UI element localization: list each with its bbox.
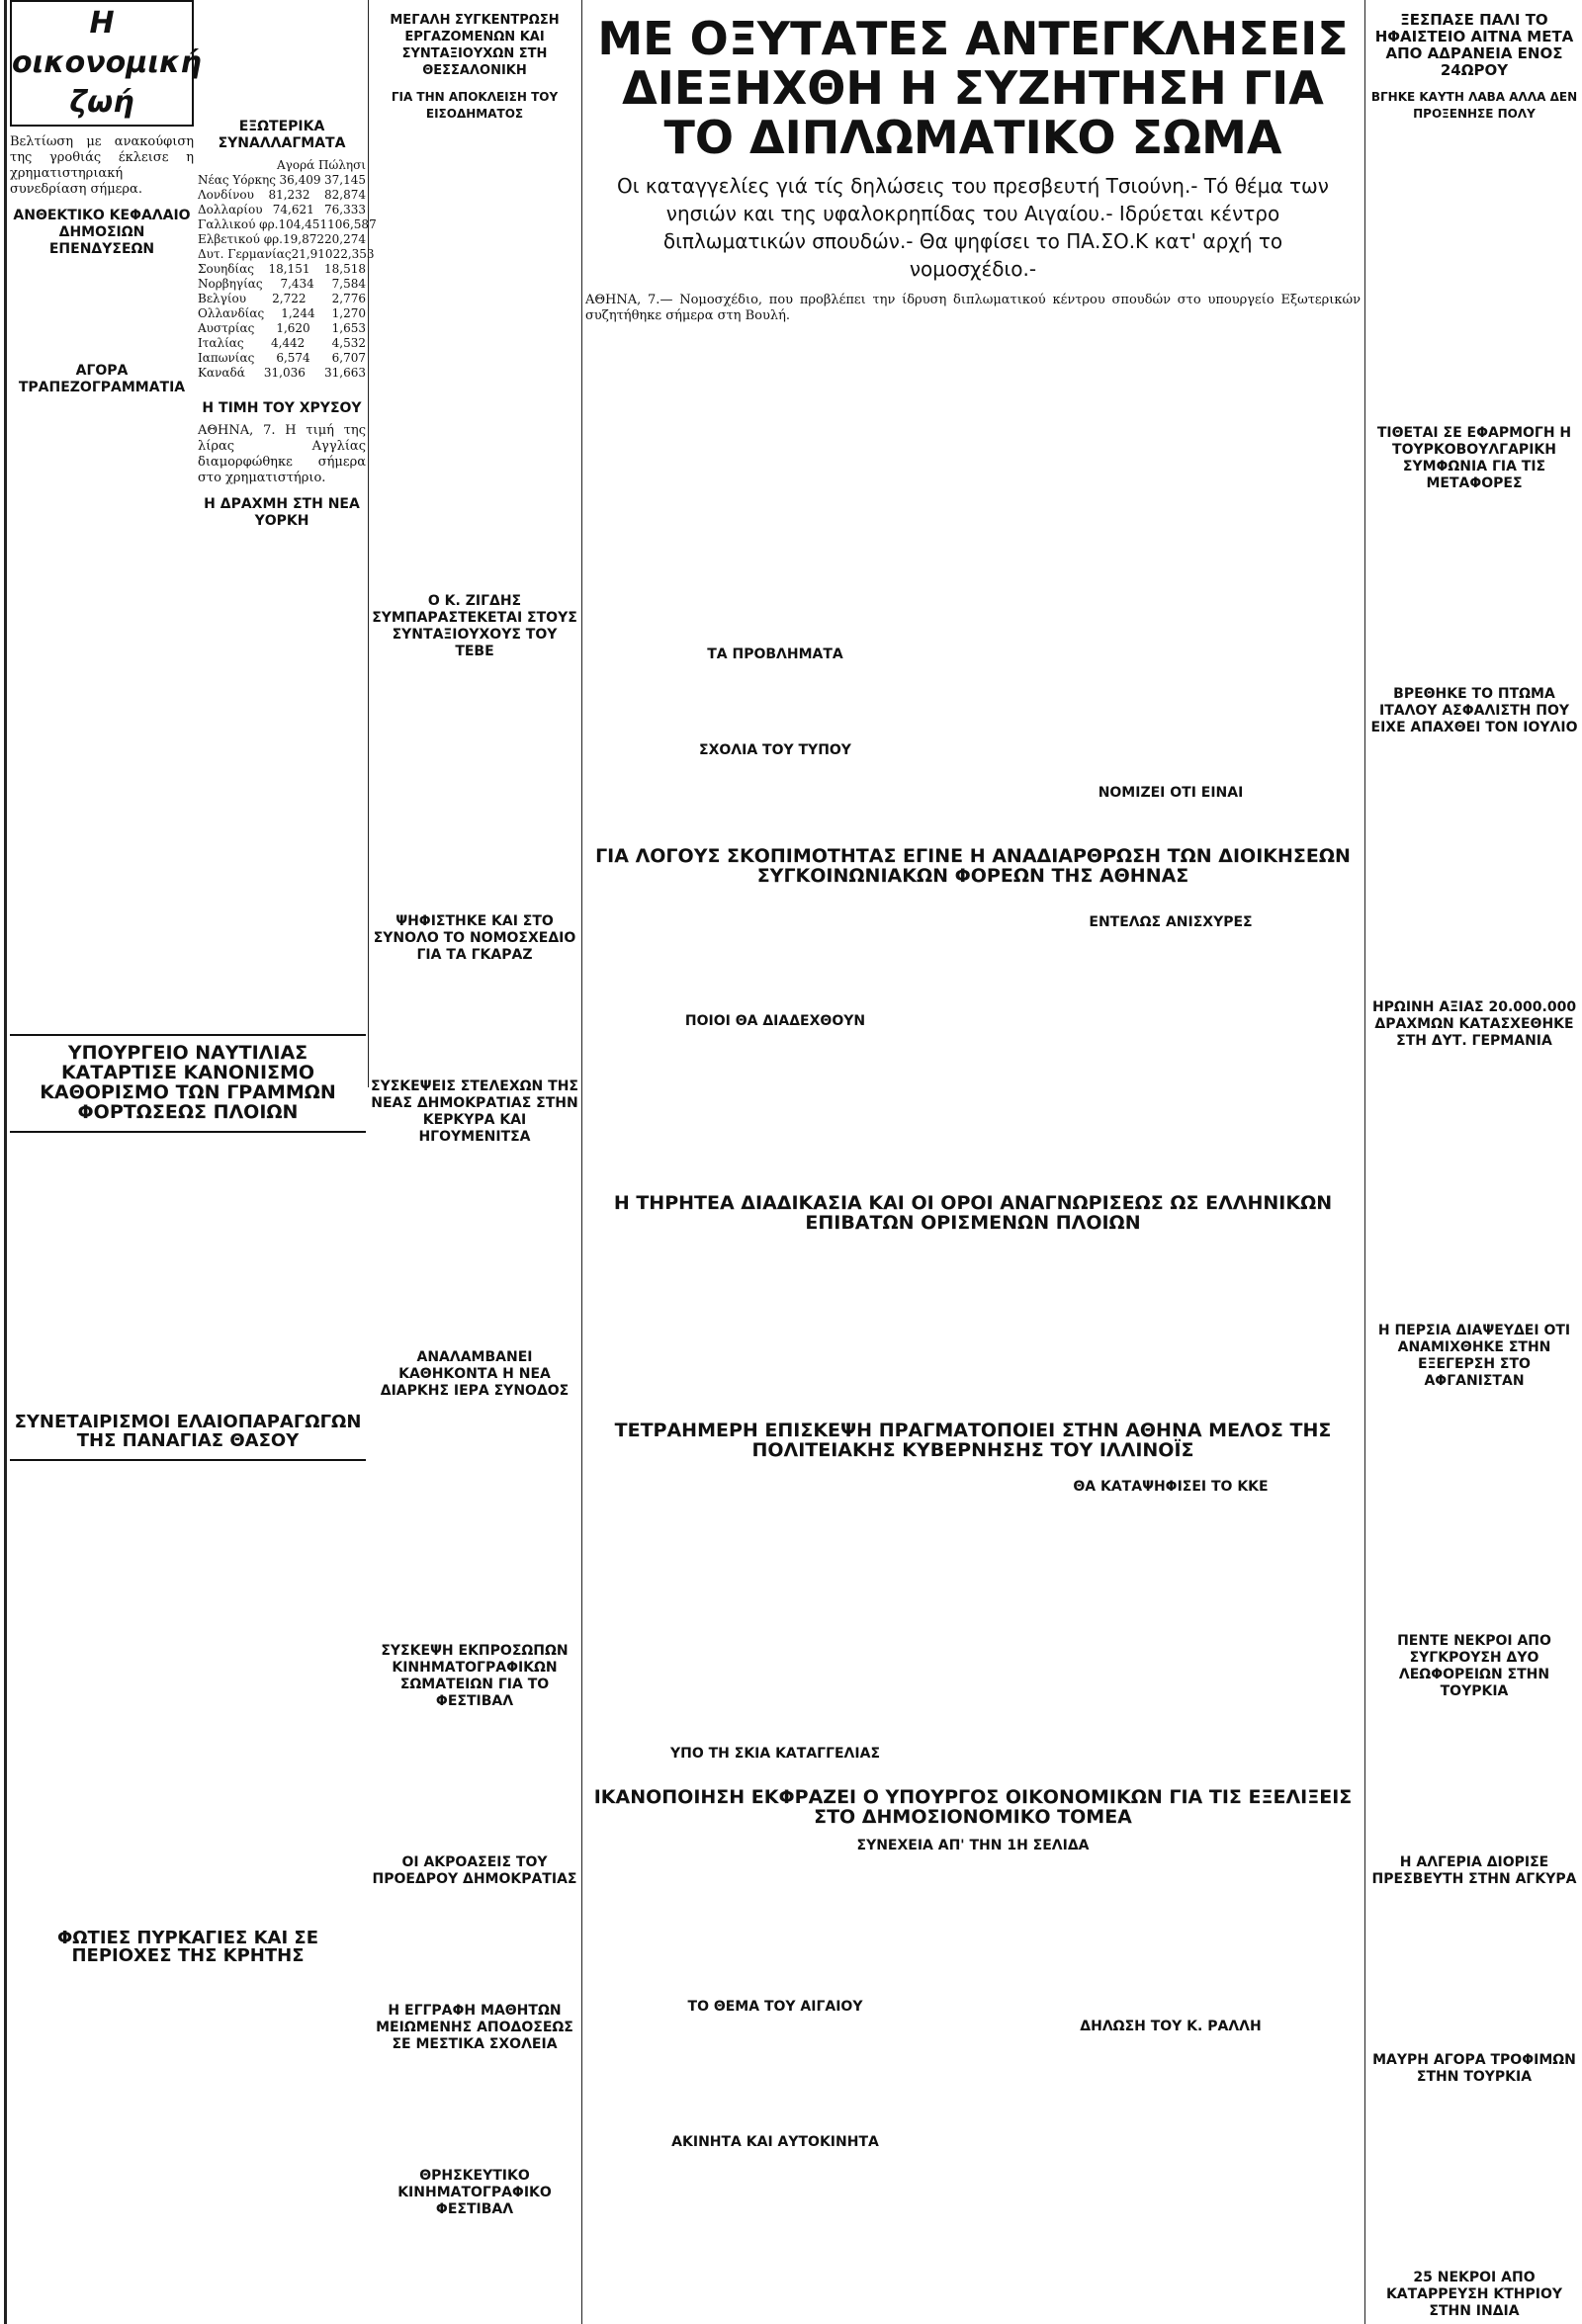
rate-name: Δυτ. Γερμανίας — [198, 247, 292, 261]
rate-buy: 7,434 — [280, 277, 314, 291]
rates-header: Αγορά Πώλησι — [277, 158, 366, 172]
main-small-head: ΠΟΙΟΙ ΘΑ ΔΙΑΔΕΧΘΟΥΝ — [684, 1012, 866, 1029]
rate-sell: 4,532 — [331, 336, 366, 350]
rate-sell: 18,518 — [323, 262, 366, 276]
rate-row — [198, 203, 366, 217]
left-head-bottom1: ΥΠΟΥΡΓΕΙΟ ΝΑΥΤΙΛΙΑΣ ΚΑΤΑΡΤΙΣΕ ΚΑΝΟΝΙΣΜΟ ΚΑΘΟΡΙΣΜΟ ΤΩΝ ΓΡΑΜΜΩΝ ΦΟΡΤΩΣΕΩΣ ΠΛΟΙΩΝ — [40, 1042, 336, 1123]
main-small-head: ΔΗΛΩΣΗ ΤΟΥ Κ. ΡΑΛΛΗ — [1080, 2018, 1262, 2034]
rate-row — [198, 336, 366, 351]
column-rule — [368, 0, 369, 1087]
rate-row — [198, 173, 366, 188]
right-head4: ΗΡΩΙΝΗ ΑΞΙΑΣ 20.000.000 ΔΡΑΧΜΩΝ ΚΑΤΑΣΧΕΘΗΚΕ ΣΤΗ ΔΥΤ. ΓΕΡΜΑΝΙΑ — [1371, 999, 1577, 1049]
column-rule — [1364, 0, 1365, 2324]
col3-head9: ΘΡΗΣΚΕΥΤΙΚΟ ΚΙΝΗΜΑΤΟΓΡΑΦΙΚΟ ΦΕΣΤΙΒΑΛ — [397, 2168, 552, 2217]
col3-head6: ΣΥΣΚΕΨΗ ΕΚΠΡΟΣΩΠΩΝ ΚΙΝΗΜΑΤΟΓΡΑΦΙΚΩΝ ΣΩΜΑΤΕΙΩΝ ΓΙΑ ΤΟ ΦΕΣΤΙΒΑΛ — [381, 1643, 569, 1709]
rate-row — [198, 366, 366, 381]
rate-name: Νέας Υόρκης — [198, 173, 276, 187]
main-small-head: ΕΝΤΕΛΩΣ ΑΝΙΣΧΥΡΕΣ — [1089, 913, 1253, 930]
drachma-title: Η ΔΡΑΧΜΗ ΣΤΗ ΝΕΑ ΥΟΡΚΗ — [204, 496, 360, 529]
main-heading-b: Η ΤΗΡΗΤΕΑ ΔΙΑΔΙΚΑΣΙΑ ΚΑΙ ΟΙ ΟΡΟΙ ΑΝΑΓΝΩΡΙΣΕΩΣ ΩΣ ΕΛΛΗΝΙΚΩΝ ΕΠΙΒΑΤΩΝ ΟΡΙΣΜΕΝΩΝ ΠΛΟΙΩΝ — [613, 1191, 1333, 1234]
col3-head7: ΟΙ ΑΚΡΟΑΣΕΙΣ ΤΟΥ ΠΡΟΕΔΡΟΥ ΔΗΜΟΚΡΑΤΙΑΣ — [372, 1854, 577, 1887]
rate-row — [198, 277, 366, 292]
masthead-title: Η οικονομική ζωή — [12, 6, 202, 120]
left-head-bottom3: ΦΩΤΙΕΣ ΠΥΡΚΑΓΙΕΣ ΚΑΙ ΣΕ ΠΕΡΙΟΧΕΣ ΤΗΣ ΚΡΗΤΗΣ — [56, 1927, 319, 1967]
right-head5: Η ΠΕΡΣΙΑ ΔΙΑΨΕΥΔΕΙ ΟΤΙ ΑΝΑΜΙΧΘΗΚΕ ΣΤΗΝ ΕΞΕΓΕΡΣΗ ΣΤΟ ΑΦΓΑΝΙΣΤΑΝ — [1377, 1323, 1571, 1389]
right-head7: Η ΑΛΓΕΡΙΑ ΔΙΟΡΙΣΕ ΠΡΕΣΒΕΥΤΗ ΣΤΗΝ ΑΓΚΥΡΑ — [1371, 1854, 1577, 1887]
rate-buy: 4,442 — [270, 336, 306, 350]
masthead — [10, 0, 202, 127]
right-head9: 25 ΝΕΚΡΟΙ ΑΠΟ ΚΑΤΑΡΡΕΥΣΗ ΚΤΗΡΙΟΥ ΣΤΗΝ ΙΝΔΙΑ — [1385, 2270, 1563, 2319]
right-head2: ΤΙΘΕΤΑΙ ΣΕ ΕΦΑΡΜΟΓΗ Η ΤΟΥΡΚΟΒΟΥΛΓΑΡΙΚΗ ΣΥΜΦΩΝΙΑ ΓΙΑ ΤΙΣ ΜΕΤΑΦΟΡΕΣ — [1376, 425, 1572, 491]
rate-sell: 7,584 — [331, 277, 366, 291]
rate-row — [198, 306, 366, 321]
rates-column — [198, 0, 377, 989]
main-subhead: Οι καταγγελίες γιά τίς δηλώσεις του πρεσβευτή Τσιούνη.- Τό θέμα των νησιών και της υφαλοκρηπίδας του Αιγαίου.- Ιδρύεται κέντρο διπλωματικών σπουδών.- Θα ψηφίσει το ΠΑ.ΣΟ.Κ κατ' αρχή το νομοσχέδιο.- — [617, 174, 1329, 281]
rate-name: Δολλαρίου — [198, 203, 263, 216]
rate-buy: 2,722 — [272, 292, 307, 305]
col3-head8: Η ΕΓΓΡΑΦΗ ΜΑΘΗΤΩΝ ΜΕΙΩΜΕΝΗΣ ΑΠΟΔΟΣΕΩΣ ΣΕ ΜΕΣΤΙΚΑ ΣΧΟΛΕΙΑ — [376, 2003, 573, 2052]
rate-sell: 6,707 — [331, 351, 366, 365]
rate-row — [198, 292, 366, 306]
rate-name: Λονδίνου — [198, 188, 254, 202]
col3-head2: Ο Κ. ΖΙΓΔΗΣ ΣΥΜΠΑΡΑΣΤΕΚΕΤΑΙ ΣΤΟΥΣ ΣΥΝΤΑΞΙΟΥΧΟΥΣ ΤΟΥ ΤΕΒΕ — [372, 593, 577, 659]
rate-name: Γαλλικού φρ. — [198, 217, 279, 231]
main-small-head: ΤΑ ΠΡΟΒΛΗΜΑΤΑ — [707, 646, 843, 662]
rate-sell: 1,270 — [331, 306, 366, 320]
gold-title: Η ΤΙΜΗ ΤΟΥ ΧΡΥΣΟΥ — [202, 400, 362, 416]
main-headline: ΜΕ ΟΞΥΤΑΤΕΣ ΑΝΤΕΓΚΛΗΣΕΙΣ ΔΙΕΞΗΧΘΗ Η ΣΥΖΗΤΗΣΗ ΓΙΑ ΤΟ ΔΙΠΛΩΜΑΤΙΚΟ ΣΩΜΑ — [597, 12, 1349, 164]
rate-name: Ιταλίας — [198, 336, 244, 350]
gold-text: ΑΘΗΝΑ, 7. Η τιμή της λίρας Αγγλίας διαμορφώθηκε σήμερα στο χρηματιστήριο. — [198, 423, 366, 485]
right-head3: ΒΡΕΘΗΚΕ ΤΟ ΠΤΩΜΑ ΙΤΑΛΟΥ ΑΣΦΑΛΙΣΤΗ ΠΟΥ ΕΙΧΕ ΑΠΑΧΘΕΙ ΤΟΝ ΙΟΥΛΙΟ — [1370, 686, 1578, 735]
rate-buy: 18,151 — [268, 262, 310, 276]
main-small-head: ΤΟ ΘΕΜΑ ΤΟΥ ΑΙΓΑΙΟΥ — [687, 1998, 863, 2015]
main-small-head: ΘΑ ΚΑΤΑΨΗΦΙΣΕΙ ΤΟ ΚΚΕ — [1073, 1478, 1269, 1495]
left-lower — [10, 1028, 366, 2313]
main-small-head: ΝΟΜΙΖΕΙ ΟΤΙ ΕΙΝΑΙ — [1098, 785, 1244, 801]
col3-head5: ΑΝΑΛΑΜΒΑΝΕΙ ΚΑΘΗΚΟΝΤΑ Η ΝΕΑ ΔΙΑΡΚΗΣ ΙΕΡΑ ΣΥΝΟΔΟΣ — [380, 1349, 570, 1399]
rate-row — [198, 247, 375, 262]
rate-buy: 6,574 — [276, 351, 310, 365]
rate-buy: 21,910 — [291, 247, 333, 261]
rate-buy: 81,232 — [268, 188, 310, 202]
main-body: ΑΘΗΝΑ, 7.— Νομοσχέδιο, που προβλέπει την ίδρυση διπλωματικού κέντρου σπουδών στο υπουργείο Εξωτερικών συζητήθηκε σήμερα στη Βουλή. — [585, 293, 1361, 323]
rate-sell: 76,333 — [323, 203, 366, 216]
col3-head1: ΜΕΓΑΛΗ ΣΥΓΚΕΝΤΡΩΣΗ ΕΡΓΑΖΟΜΕΝΩΝ ΚΑΙ ΣΥΝΤΑΞΙΟΥΧΩΝ ΣΤΗ ΘΕΣΣΑΛΟΝΙΚΗ — [390, 13, 560, 78]
rate-name: Νορβηγίας — [198, 277, 263, 291]
rate-row — [198, 188, 366, 203]
rate-sell: 106,587 — [327, 217, 377, 231]
rate-row — [198, 217, 377, 232]
column-rule — [4, 0, 7, 2324]
main-small-head: ΣΧΟΛΙΑ ΤΟΥ ΤΥΠΟΥ — [699, 742, 851, 758]
right-column — [1368, 0, 1580, 2324]
rate-buy: 104,451 — [278, 217, 328, 231]
rate-row — [198, 351, 366, 366]
main-heading-c: ΤΕΤΡΑΗΜΕΡΗ ΕΠΙΣΚΕΨΗ ΠΡΑΓΜΑΤΟΠΟΙΕΙ ΣΤΗΝ ΑΘΗΝΑ ΜΕΛΟΣ ΤΗΣ ΠΟΛΙΤΕΙΑΚΗΣ ΚΥΒΕΡΝΗΣΗΣ ΤΟΥ ΙΛΛΙΝΟΪΣ — [614, 1419, 1332, 1461]
col3-head4: ΣΥΣΚΕΨΕΙΣ ΣΤΕΛΕΧΩΝ ΤΗΣ ΝΕΑΣ ΔΗΜΟΚΡΑΤΙΑΣ ΣΤΗΝ ΚΕΡΚΥΡΑ ΚΑΙ ΗΓΟΥΜΕΝΙΤΣΑ — [371, 1078, 578, 1145]
rate-sell: 37,145 — [324, 173, 366, 187]
right-head1: ΞΕΣΠΑΣΕ ΠΑΛΙ ΤΟ ΗΦΑΙΣΤΕΙΟ ΑΙΤΝΑ ΜΕΤΑ ΑΠΟ ΑΔΡΑΝΕΙΑ ΕΝΟΣ 24ΩΡΟΥ — [1374, 11, 1574, 79]
rate-row — [198, 262, 366, 277]
rate-name: Σουηδίας — [198, 262, 254, 276]
main-small-head: ΥΠΟ ΤΗ ΣΚΙΑ ΚΑΤΑΓΓΕΛΙΑΣ — [669, 1745, 881, 1762]
rate-row — [198, 321, 366, 336]
main-heading-d: ΙΚΑΝΟΠΟΙΗΣΗ ΕΚΦΡΑΖΕΙ Ο ΥΠΟΥΡΓΟΣ ΟΙΚΟΝΟΜΙΚΩΝ ΓΙΑ ΤΙΣ ΕΞΕΛΙΞΕΙΣ ΣΤΟ ΔΗΜΟΣΙΟΝΟΜΙΚΟ ΤΟΜΕΑ — [593, 1785, 1353, 1828]
rate-sell: 2,776 — [331, 292, 366, 305]
rate-sell: 1,653 — [331, 321, 366, 335]
left-section-title: ΑΝΘΕΚΤΙΚΟ ΚΕΦΑΛΑΙΟ ΔΗΜΟΣΙΩΝ ΕΠΕΝΔΥΣΕΩΝ — [13, 208, 191, 257]
right-head1-sub: ΒΓΗΚΕ ΚΑΥΤΗ ΛΑΒΑ ΑΛΛΑ ΔΕΝ ΠΡΟΞΕΝΗΣΕ ΠΟΛΥ — [1370, 90, 1578, 121]
rate-sell: 31,663 — [323, 366, 366, 380]
left-intro: Βελτίωση με ανακούφιση της γροθιάς έκλεισε η χρηματιστηριακή συνεδρίαση σήμερα. — [10, 134, 194, 197]
col3-head3: ΨΗΦΙΣΤΗΚΕ ΚΑΙ ΣΤΟ ΣΥΝΟΛΟ ΤΟ ΝΟΜΟΣΧΕΔΙΟ ΓΙΑ ΤΑ ΓΚΑΡΑΖ — [373, 913, 576, 963]
rate-buy: 1,620 — [276, 321, 310, 335]
rate-row — [198, 232, 366, 247]
rate-buy: 31,036 — [263, 366, 306, 380]
left-section-title: ΑΓΟΡΑ ΤΡΑΠΕΖΟΓΡΑΜΜΑΤΙΑ — [18, 363, 186, 395]
main-story — [585, 0, 1361, 2324]
column-3 — [371, 0, 578, 2324]
rates-table — [198, 173, 377, 381]
rate-buy: 36,409 — [279, 173, 321, 187]
rate-buy: 74,621 — [272, 203, 314, 216]
rates-title: ΕΞΩΤΕΡΙΚΑ ΣΥΝΑΛΛΑΓΜΑΤΑ — [218, 119, 346, 151]
right-head8: ΜΑΥΡΗ ΑΓΟΡΑ ΤΡΟΦΙΜΩΝ ΣΤΗΝ ΤΟΥΡΚΙΑ — [1372, 2052, 1576, 2085]
main-heading-d-sub: ΣΥΝΕΧΕΙΑ ΑΠ' ΤΗΝ 1Η ΣΕΛΙΔΑ — [856, 1837, 1090, 1853]
rate-name: Βελγίου — [198, 292, 247, 305]
rate-sell: 20,274 — [324, 232, 366, 246]
rate-buy: 1,244 — [281, 306, 315, 320]
rate-buy: 19,872 — [282, 232, 324, 246]
rate-name: Ολλανδίας — [198, 306, 265, 320]
main-heading-a: ΓΙΑ ΛΟΓΟΥΣ ΣΚΟΠΙΜΟΤΗΤΑΣ ΕΓΙΝΕ Η ΑΝΑΔΙΑΡΘΡΩΣΗ ΤΩΝ ΔΙΟΙΚΗΣΕΩΝ ΣΥΓΚΟΙΝΩΝΙΑΚΩΝ ΦΟΡΕΩΝ ΤΗΣ ΑΘΗΝΑΣ — [595, 845, 1351, 887]
rate-sell: 82,874 — [324, 188, 366, 202]
col3-head1-sub: ΓΙΑ ΤΗΝ ΑΠΟΚΛΕΙΣΗ ΤΟΥ ΕΙΣΟΔΗΜΑΤΟΣ — [391, 90, 559, 121]
column-rule — [581, 0, 582, 2324]
rate-name: Αυστρίας — [198, 321, 255, 335]
rate-name: Ιαπωνίας — [198, 351, 255, 365]
rate-name: Ελβετικού φρ. — [198, 232, 283, 246]
rate-sell: 22,353 — [332, 247, 375, 261]
right-head6: ΠΕΝΤΕ ΝΕΚΡΟΙ ΑΠΟ ΣΥΓΚΡΟΥΣΗ ΔΥΟ ΛΕΩΦΟΡΕΙΩΝ ΣΤΗΝ ΤΟΥΡΚΙΑ — [1397, 1633, 1551, 1699]
left-head-bottom2: ΣΥΝΕΤΑΙΡΙΣΜΟΙ ΕΛΑΙΟΠΑΡΑΓΩΓΩΝ ΤΗΣ ΠΑΝΑΓΙΑΣ ΘΑΣΟΥ — [14, 1411, 362, 1451]
rate-name: Καναδά — [198, 366, 245, 380]
main-small-head: ΑΚΙΝΗΤΑ ΚΑΙ ΑΥΤΟΚΙΝΗΤΑ — [671, 2133, 879, 2150]
